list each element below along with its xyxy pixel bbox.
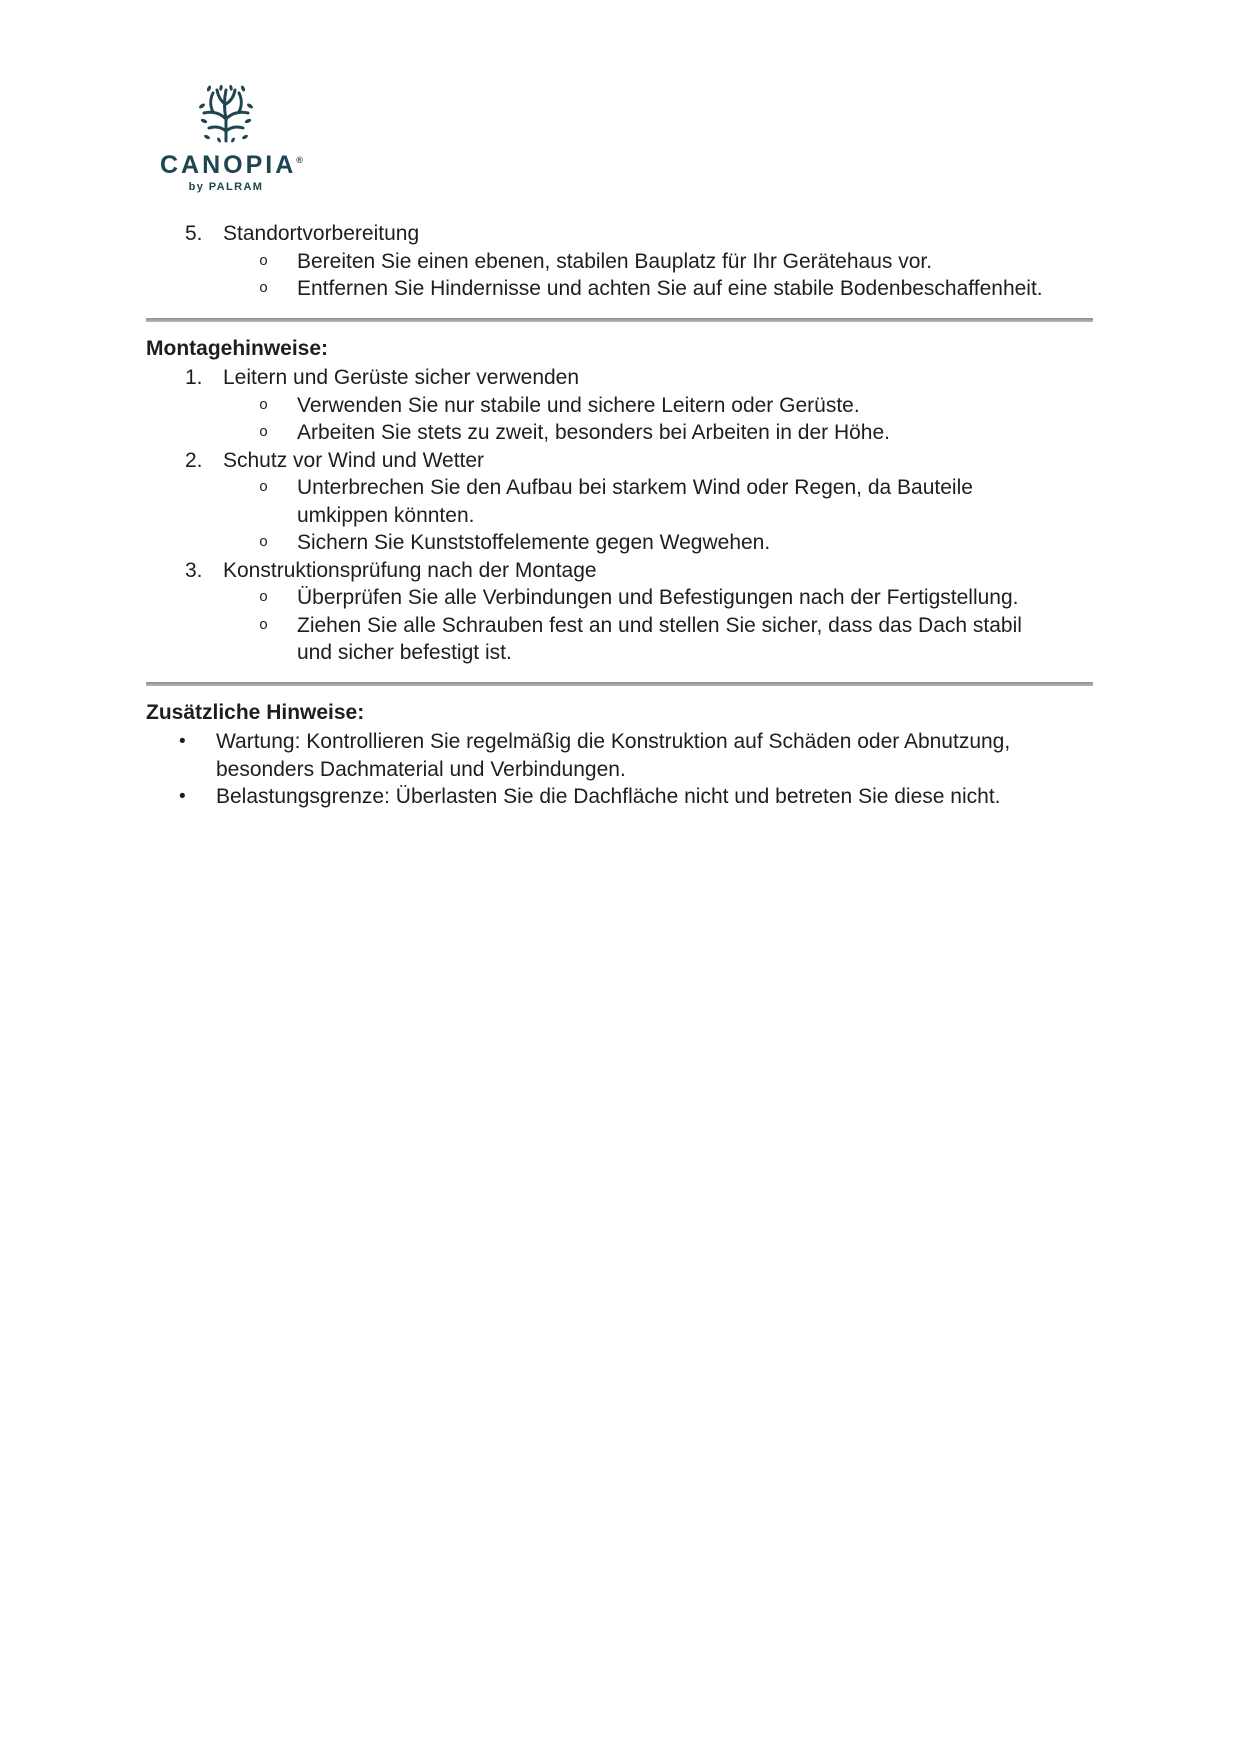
text-line: und sicher befestigt ist. [297,641,512,664]
sub-item [259,392,1093,420]
brand-tagline: by PALRAM [188,181,264,193]
numbered-item [185,220,1093,248]
sub-item-text [297,474,973,529]
sub-item-text [297,612,1022,667]
section-standortvorbereitung [146,220,1093,303]
item-title: Konstruktionsprüfung nach der Montage [223,558,597,582]
sub-item [259,419,1093,447]
item-title: Standortvorbereitung [223,222,420,245]
horizontal-rule [146,318,1093,322]
sub-item-text [297,275,1043,303]
text-line: Arbeiten Sie stets zu zweit, besonders bei Arbeiten in der Höhe. [297,421,891,444]
sub-item-text [297,584,1019,612]
sub-item [259,248,1093,276]
text-line: Sichern Sie Kunststoffelemente gegen Wegwehen. [297,531,771,554]
registered-mark: ® [296,155,303,165]
sub-item [259,612,1093,667]
canopia-logo [160,85,303,194]
solid-bullet: • [179,731,186,752]
circle-bullet: o [259,424,269,441]
text-line: Ziehen Sie alle Schrauben fest an und stellen Sie sicher, dass das Dach stabil [297,613,1022,637]
circle-bullet: o [259,479,269,496]
item-title: Leitern und Gerüste sicher verwenden [223,366,580,389]
brand-wordmark [160,147,303,179]
circle-bullet: o [259,589,269,606]
sub-item-text [297,248,932,276]
item-number: 1. [185,366,203,389]
circle-bullet: o [259,396,269,414]
sub-item-text [297,392,860,420]
bullet-item [179,783,1093,811]
text-line: Wartung: Kontrollieren Sie regelmäßig die Konstruktion auf Schäden oder Abnutzung, [216,730,1011,753]
sub-item [259,584,1093,612]
text-line: Bereiten Sie einen ebenen, stabilen Bauplatz für Ihr Gerätehaus vor. [297,249,933,273]
bullet-item-text [216,783,1001,811]
text-line: Unterbrechen Sie den Aufbau bei starkem Wind oder Regen, da Bauteile [297,476,973,499]
circle-bullet: o [259,252,269,270]
text-line: Belastungsgrenze: Überlasten Sie die Dachfläche nicht und betreten Sie diese nicht. [216,785,1001,808]
item-title: Schutz vor Wind und Wetter [223,448,485,472]
circle-bullet: o [259,534,269,551]
canopia-tree-icon [195,85,257,143]
bullet-item [179,728,1093,783]
sub-item [259,529,1093,557]
item-number: 2. [185,448,203,472]
text-line: Überprüfen Sie alle Verbindungen und Befestigungen nach der Fertigstellung. [297,586,1019,609]
brand-name: CANOPIA [160,151,297,179]
numbered-item [185,364,1093,392]
section-zusaetzliche-hinweise [146,699,1093,811]
numbered-item [185,557,1093,585]
section-heading: Montagehinweise: [146,336,329,360]
solid-bullet: • [179,786,186,807]
document-page [0,0,1240,811]
text-line: besonders Dachmaterial und Verbindungen. [216,757,626,781]
sub-item-text [297,419,890,447]
item-number: 5. [185,222,203,245]
circle-bullet: o [259,280,269,297]
text-line: umkippen könnten. [297,503,475,527]
text-line: Verwenden Sie nur stabile und sichere Leitern oder Gerüste. [297,393,860,417]
section-heading: Zusätzliche Hinweise: [146,700,365,724]
sub-item [259,474,1093,529]
sub-item-text [297,529,770,557]
numbered-item [185,447,1093,475]
sub-item [259,275,1093,303]
text-line: Entfernen Sie Hindernisse und achten Sie auf eine stabile Bodenbeschaffenheit. [297,277,1043,300]
document-content [146,220,1093,811]
item-number: 3. [185,558,203,582]
section-montagehinweise [146,335,1093,667]
bullet-item-text [216,728,1010,783]
circle-bullet: o [259,616,269,634]
horizontal-rule [146,682,1093,686]
